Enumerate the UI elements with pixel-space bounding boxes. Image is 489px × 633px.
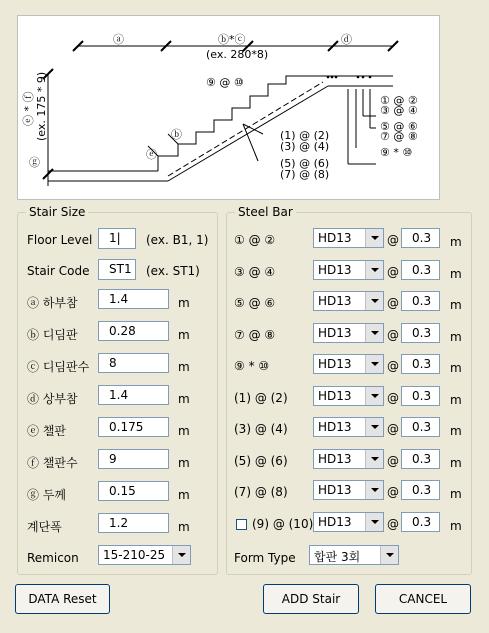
chevron-down-icon[interactable]: [365, 355, 383, 373]
riser-count-label: ⓕ 챌판수: [27, 456, 78, 470]
thickness-unit: m: [178, 488, 190, 502]
spacing-separator: @: [387, 454, 399, 468]
bar-size-value: HD13: [318, 357, 352, 371]
upper-landing-unit: m: [178, 392, 190, 406]
dim-a-label: ⓐ: [113, 33, 124, 46]
chevron-down-icon[interactable]: [365, 418, 383, 436]
bar-size-value: HD13: [318, 389, 352, 403]
spacing-separator: @: [387, 265, 399, 279]
callout-3: ⑤ @ ⑥: [380, 120, 418, 133]
stair-width-input[interactable]: 1.2: [98, 513, 169, 533]
spacing-unit: m: [450, 424, 462, 438]
callout-4: ⑦ @ ⑧: [380, 130, 418, 143]
dim-bc-example: (ex. 280*8): [206, 48, 269, 61]
add-stair-button[interactable]: ADD Stair: [263, 584, 359, 614]
spacing-unit: m: [450, 393, 462, 407]
steel-row-label: (3) @ (4): [234, 422, 288, 436]
bar-size-value: HD13: [318, 263, 352, 277]
floor-level-input[interactable]: 1|: [98, 228, 136, 249]
riser-label: ⓔ 챌판: [27, 424, 66, 438]
stair-code-label: Stair Code: [27, 264, 90, 278]
spacing-separator: @: [387, 517, 399, 531]
stair-code-hint: (ex. ST1): [146, 264, 200, 278]
spacing-unit: m: [450, 519, 462, 533]
lower-landing-unit: m: [178, 296, 190, 310]
lower-landing-label: ⓐ 하부참: [27, 296, 78, 310]
dim-bc-label: ⓑ*ⓒ: [218, 33, 246, 46]
bar-size-select[interactable]: [313, 512, 384, 532]
riser-input[interactable]: 0.175: [98, 417, 169, 437]
stair-code-input[interactable]: ST1: [98, 259, 136, 280]
tread-input[interactable]: 0.28: [98, 321, 169, 341]
bar-size-select[interactable]: [313, 291, 384, 311]
steel-row-label: ① @ ②: [234, 233, 276, 247]
cancel-button[interactable]: CANCEL: [375, 584, 471, 614]
bar-size-select[interactable]: [313, 449, 384, 469]
steel-row-label: ⑦ @ ⑧: [234, 328, 276, 342]
bar-size-select[interactable]: [313, 354, 384, 374]
spacing-input[interactable]: 0.3: [401, 417, 440, 437]
callout-2: ③ @ ④: [380, 104, 418, 117]
spacing-unit: m: [450, 298, 462, 312]
steel-row-label: ⑤ @ ⑥: [234, 296, 276, 310]
spacing-separator: @: [387, 296, 399, 310]
left-dim-example: (ex. 175 * 9): [35, 71, 48, 141]
spacing-input[interactable]: 0.3: [401, 323, 440, 343]
thickness-label: ⓖ 두께: [27, 488, 66, 502]
spacing-input[interactable]: 0.3: [401, 449, 440, 469]
form-type-label: Form Type: [234, 551, 296, 565]
tread-count-label: ⓒ 디딤판수: [27, 360, 90, 374]
steel-row-label: (7) @ (8): [234, 485, 288, 499]
spacing-unit: m: [450, 456, 462, 470]
bar-size-select[interactable]: [313, 417, 384, 437]
steel-row-label: (9) @ (10): [252, 517, 314, 531]
bar-size-select[interactable]: [313, 480, 384, 500]
steel-row-label: ⑨ * ⑩: [234, 359, 270, 373]
tread-count-input[interactable]: 8: [98, 353, 169, 373]
spacing-unit: m: [450, 487, 462, 501]
chevron-down-icon[interactable]: [365, 229, 383, 247]
steel-row-checkbox[interactable]: [236, 519, 247, 530]
form-type-select[interactable]: [309, 545, 399, 565]
bar-size-select[interactable]: [313, 386, 384, 406]
floor-level-label: Floor Level: [27, 233, 93, 247]
thickness-input[interactable]: 0.15: [98, 481, 169, 501]
stair-width-label: 계단폭: [27, 520, 62, 534]
mid-callout-3: (5) @ (6): [280, 157, 330, 170]
chevron-down-icon[interactable]: [365, 481, 383, 499]
stair-width-unit: m: [178, 520, 190, 534]
riser-count-unit: m: [178, 456, 190, 470]
mid-callout-4: (7) @ (8): [280, 168, 330, 181]
spacing-separator: @: [387, 422, 399, 436]
spacing-separator: @: [387, 391, 399, 405]
spacing-input[interactable]: 0.3: [401, 386, 440, 406]
lower-landing-input[interactable]: 1.4: [98, 289, 169, 309]
bar-size-value: HD13: [318, 231, 352, 245]
tread-label: ⓑ 디딤판: [27, 328, 78, 342]
bar-size-value: HD13: [318, 452, 352, 466]
form-type-value: 합판 3회: [314, 550, 361, 564]
bar-size-value: HD13: [318, 326, 352, 340]
top-callout: ⑨ @ ⑩: [206, 76, 244, 89]
spacing-input[interactable]: 0.3: [401, 480, 440, 500]
bar-size-value: HD13: [318, 294, 352, 308]
spacing-unit: m: [450, 235, 462, 249]
spacing-input[interactable]: 0.3: [401, 291, 440, 311]
left-dim-label: ⓔ * ⓕ: [22, 91, 35, 126]
spacing-unit: m: [450, 330, 462, 344]
remicon-value: 15-210-25: [103, 548, 166, 562]
steel-bar-title: Steel Bar: [235, 205, 296, 219]
steel-row-label: (5) @ (6): [234, 454, 288, 468]
remicon-select[interactable]: [98, 545, 191, 565]
chevron-down-icon[interactable]: [380, 546, 398, 564]
g-mark: ⓖ: [29, 156, 40, 169]
mid-callout-2: (3) @ (4): [280, 140, 330, 153]
callout-5: ⑨ * ⑩: [380, 146, 413, 159]
spacing-input[interactable]: 0.3: [401, 512, 440, 532]
spacing-unit: m: [450, 361, 462, 375]
e-mark: ⓔ: [146, 148, 157, 161]
dim-d-label: ⓓ: [341, 33, 352, 46]
bar-size-value: HD13: [318, 483, 352, 497]
chevron-down-icon[interactable]: [172, 546, 190, 564]
mid-callout-1: (1) @ (2): [280, 129, 330, 142]
floor-level-hint: (ex. B1, 1): [146, 233, 209, 247]
riser-unit: m: [178, 424, 190, 438]
chevron-down-icon[interactable]: [365, 387, 383, 405]
bar-size-value: HD13: [318, 515, 352, 529]
riser-count-input[interactable]: 9: [98, 449, 169, 469]
chevron-down-icon[interactable]: [365, 450, 383, 468]
stair-size-title: Stair Size: [26, 205, 88, 219]
spacing-separator: @: [387, 328, 399, 342]
chevron-down-icon[interactable]: [365, 292, 383, 310]
spacing-separator: @: [387, 485, 399, 499]
spacing-separator: @: [387, 233, 399, 247]
b-mark: ⓑ: [171, 128, 182, 141]
spacing-separator: @: [387, 359, 399, 373]
bar-size-select[interactable]: [313, 323, 384, 343]
bar-size-select[interactable]: [313, 228, 384, 248]
remicon-label: Remicon: [27, 551, 79, 565]
chevron-down-icon[interactable]: [365, 324, 383, 342]
upper-landing-input[interactable]: 1.4: [98, 385, 169, 405]
callout-1: ① @ ②: [380, 94, 418, 107]
bar-size-select[interactable]: [313, 260, 384, 280]
chevron-down-icon[interactable]: [365, 513, 383, 531]
stair-diagram: [17, 15, 440, 200]
bar-size-value: HD13: [318, 420, 352, 434]
steel-row-label: ③ @ ④: [234, 265, 276, 279]
chevron-down-icon[interactable]: [365, 261, 383, 279]
spacing-unit: m: [450, 267, 462, 281]
tread-count-unit: m: [178, 360, 190, 374]
upper-landing-label: ⓓ 상부참: [27, 392, 78, 406]
spacing-input[interactable]: 0.3: [401, 228, 440, 248]
spacing-input[interactable]: 0.3: [401, 260, 440, 280]
steel-row-label: (1) @ (2): [234, 391, 288, 405]
data-reset-button[interactable]: DATA Reset: [15, 584, 110, 614]
spacing-input[interactable]: 0.3: [401, 354, 440, 374]
tread-unit: m: [178, 328, 190, 342]
